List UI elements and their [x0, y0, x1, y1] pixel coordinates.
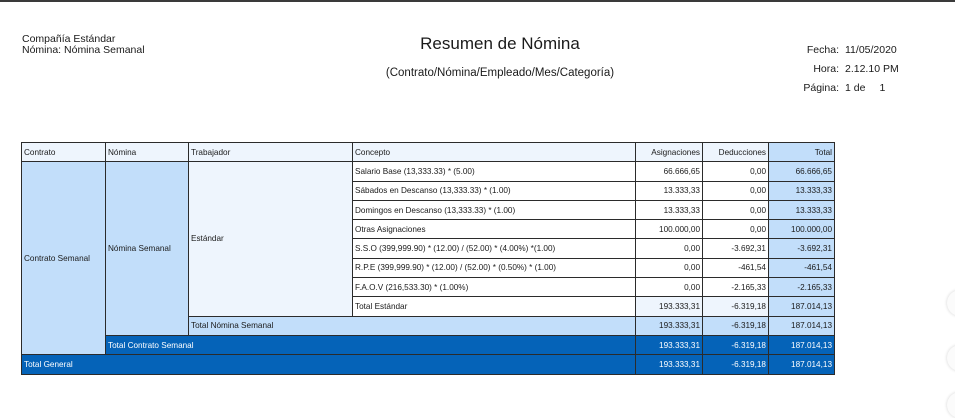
concepto-cell: Salario Base (13,333.33) * (5.00) — [353, 162, 636, 181]
asignaciones-cell: 100.000,00 — [636, 220, 703, 239]
asignaciones-cell: 13.333,33 — [636, 181, 703, 200]
total-nomina-deducciones: -6.319,18 — [703, 316, 769, 335]
total-nomina-label: Total Nómina Semanal — [189, 316, 636, 335]
total-trabajador-deducciones: -6.319,18 — [703, 297, 769, 316]
payroll-name: Nómina: Nómina Semanal — [22, 44, 145, 56]
date-value: 11/05/2020 — [845, 43, 897, 56]
total-cell: -3.692,31 — [769, 239, 835, 258]
report-meta — [803, 40, 927, 97]
report-subtitle: (Contrato/Nómina/Empleado/Mes/Categoría) — [385, 67, 615, 79]
total-general-total: 187.014,13 — [769, 355, 835, 374]
deducciones-cell: 0,00 — [703, 162, 769, 181]
total-general-deducciones: -6.319,18 — [703, 355, 769, 374]
total-trabajador-label: Total Estándar — [353, 297, 636, 316]
asignaciones-cell: 13.333,33 — [636, 200, 703, 219]
concepto-cell: F.A.O.V (216,533.30) * (1.00%) — [353, 278, 636, 297]
total-nomina-asignaciones: 193.333,31 — [636, 316, 703, 335]
payroll-summary-table — [21, 142, 835, 375]
total-cell: 100.000,00 — [769, 220, 835, 239]
deducciones-cell: 0,00 — [703, 200, 769, 219]
col-header-deducciones: Deducciones — [703, 143, 769, 162]
deducciones-cell: 0,00 — [703, 181, 769, 200]
report-title: Resumen de Nómina — [420, 34, 580, 53]
concepto-cell: S.S.O (399,999.90) * (12.00) / (52.00) * (4.00%) *(1.00) — [353, 239, 636, 258]
asignaciones-cell: 0,00 — [636, 278, 703, 297]
total-cell: 66.666,65 — [769, 162, 835, 181]
total-contrato-deducciones: -6.319,18 — [703, 335, 769, 354]
deducciones-cell: -3.692,31 — [703, 239, 769, 258]
deducciones-cell: 0,00 — [703, 220, 769, 239]
deducciones-cell: -2.165,33 — [703, 278, 769, 297]
asignaciones-cell: 0,00 — [636, 258, 703, 277]
time-label: Hora: — [813, 62, 839, 75]
table-row — [22, 162, 835, 181]
concepto-cell: Otras Asignaciones — [353, 220, 636, 239]
total-contrato-asignaciones: 193.333,31 — [636, 335, 703, 354]
nomina-cell: Nómina Semanal — [106, 162, 189, 336]
col-header-trabajador: Trabajador — [189, 143, 353, 162]
col-header-nomina: Nómina — [106, 143, 189, 162]
col-header-contrato: Contrato — [22, 143, 106, 162]
date-label: Fecha: — [806, 43, 839, 56]
total-cell: 13.333,33 — [769, 200, 835, 219]
total-nomina-total: 187.014,13 — [769, 316, 835, 335]
top-border — [0, 0, 955, 2]
col-header-concepto: Concepto — [353, 143, 636, 162]
col-header-asignaciones: Asignaciones — [636, 143, 703, 162]
side-scroll-button[interactable] — [947, 345, 955, 371]
total-contrato-row — [22, 335, 835, 354]
col-header-total: Total — [769, 143, 835, 162]
page-current: 1 de — [845, 81, 866, 94]
deducciones-cell: -461,54 — [703, 258, 769, 277]
trabajador-cell: Estándar — [189, 162, 353, 316]
total-cell: -461,54 — [769, 258, 835, 277]
total-general-row — [22, 355, 835, 374]
concepto-cell: Sábados en Descanso (13,333.33) * (1.00) — [353, 181, 636, 200]
page-label: Página: — [803, 81, 839, 94]
total-general-asignaciones: 193.333,31 — [636, 355, 703, 374]
total-contrato-label: Total Contrato Semanal — [106, 335, 636, 354]
concepto-cell: R.P.E (399,999.90) * (12.00) / (52.00) * (0.50%) * (1.00) — [353, 258, 636, 277]
table-header-row — [22, 143, 835, 162]
company-name: Compañía Estándar — [22, 33, 116, 45]
total-trabajador-total: 187.014,13 — [769, 297, 835, 316]
total-cell: -2.165,33 — [769, 278, 835, 297]
concepto-cell: Domingos en Descanso (13,333.33) * (1.00) — [353, 200, 636, 219]
page-total: 1 — [879, 81, 886, 94]
time-value: 2.12.10 PM — [845, 62, 899, 75]
total-general-label: Total General — [22, 355, 636, 374]
total-contrato-total: 187.014,13 — [769, 335, 835, 354]
asignaciones-cell: 0,00 — [636, 239, 703, 258]
side-scroll-button[interactable] — [947, 290, 955, 316]
total-cell: 13.333,33 — [769, 181, 835, 200]
side-scroll-button[interactable] — [947, 392, 955, 418]
total-trabajador-asignaciones: 193.333,31 — [636, 297, 703, 316]
asignaciones-cell: 66.666,65 — [636, 162, 703, 181]
contrato-cell: Contrato Semanal — [22, 162, 106, 355]
